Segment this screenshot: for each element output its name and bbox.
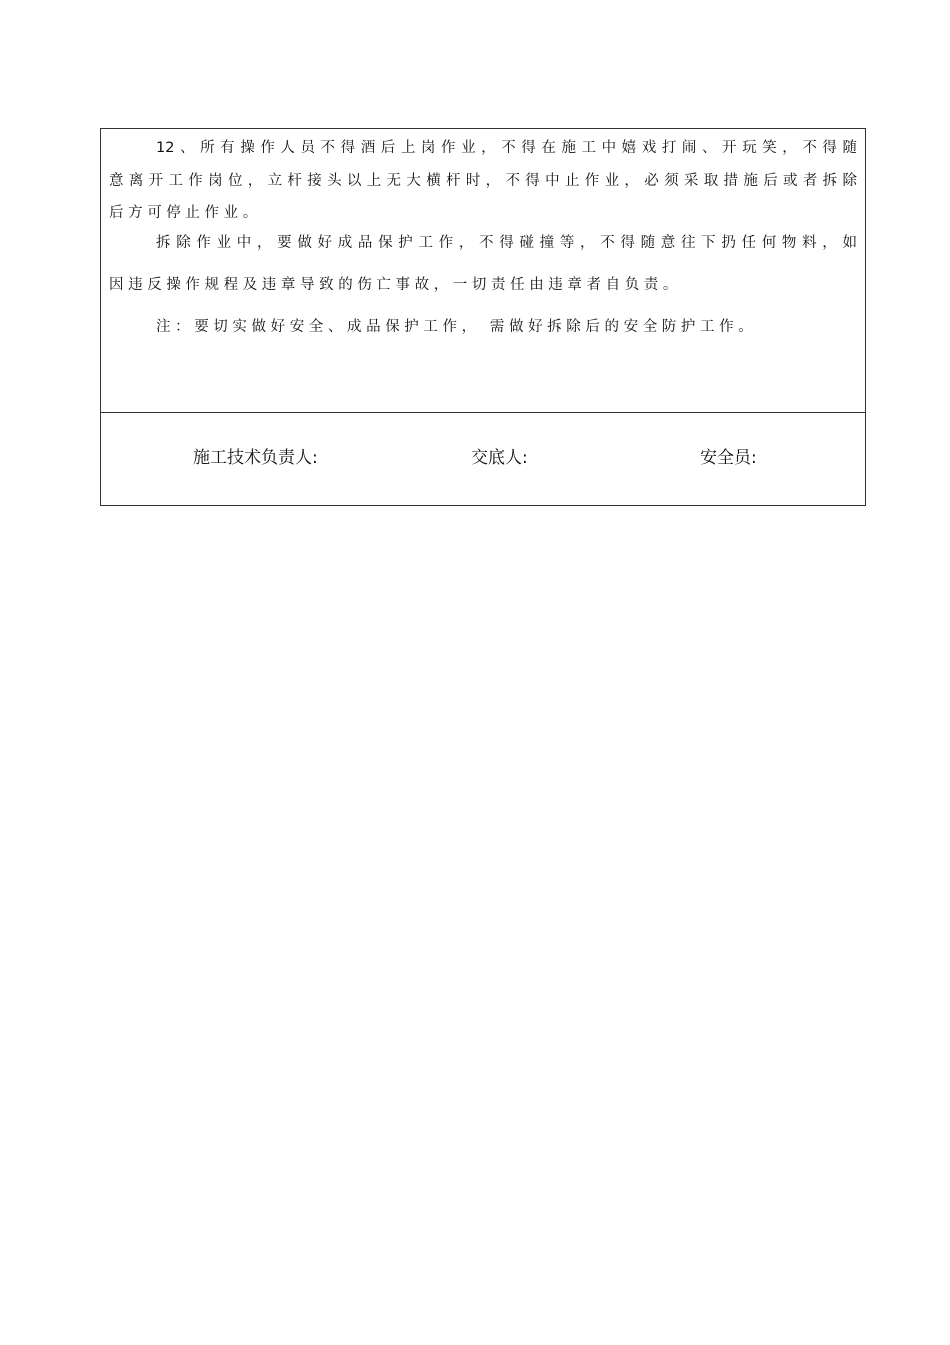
paragraph-2-line-2: 因违反操作规程及违章导致的伤亡事故，一切责任由违章者自负责。 bbox=[109, 277, 682, 293]
paragraph-1-line-3: 后方可停止作业。 bbox=[109, 205, 262, 221]
briefing-table bbox=[100, 128, 866, 506]
briefer-signature-label: 交底人: bbox=[471, 448, 528, 468]
paragraph-1-line-1: 12、所有操作人员不得酒后上岗作业，不得在施工中嬉戏打闹、开玩笑，不得随 bbox=[156, 140, 857, 156]
paragraph-3-note: 注：要切实做好安全、成品保护工作， 需做好拆除后的安全防护工作。 bbox=[156, 319, 758, 335]
paragraph-1-line-2: 意离开工作岗位，立杆接头以上无大横杆时，不得中止作业，必须采取措施后或者拆除 bbox=[109, 173, 857, 189]
content-cell bbox=[101, 129, 865, 413]
safety-officer-signature-label: 安全员: bbox=[700, 448, 757, 468]
tech-lead-signature-label: 施工技术负责人: bbox=[193, 448, 318, 468]
signature-cell bbox=[101, 413, 865, 505]
paragraph-2-line-1: 拆除作业中，要做好成品保护工作，不得碰撞等，不得随意往下扔任何物料，如 bbox=[156, 235, 857, 251]
